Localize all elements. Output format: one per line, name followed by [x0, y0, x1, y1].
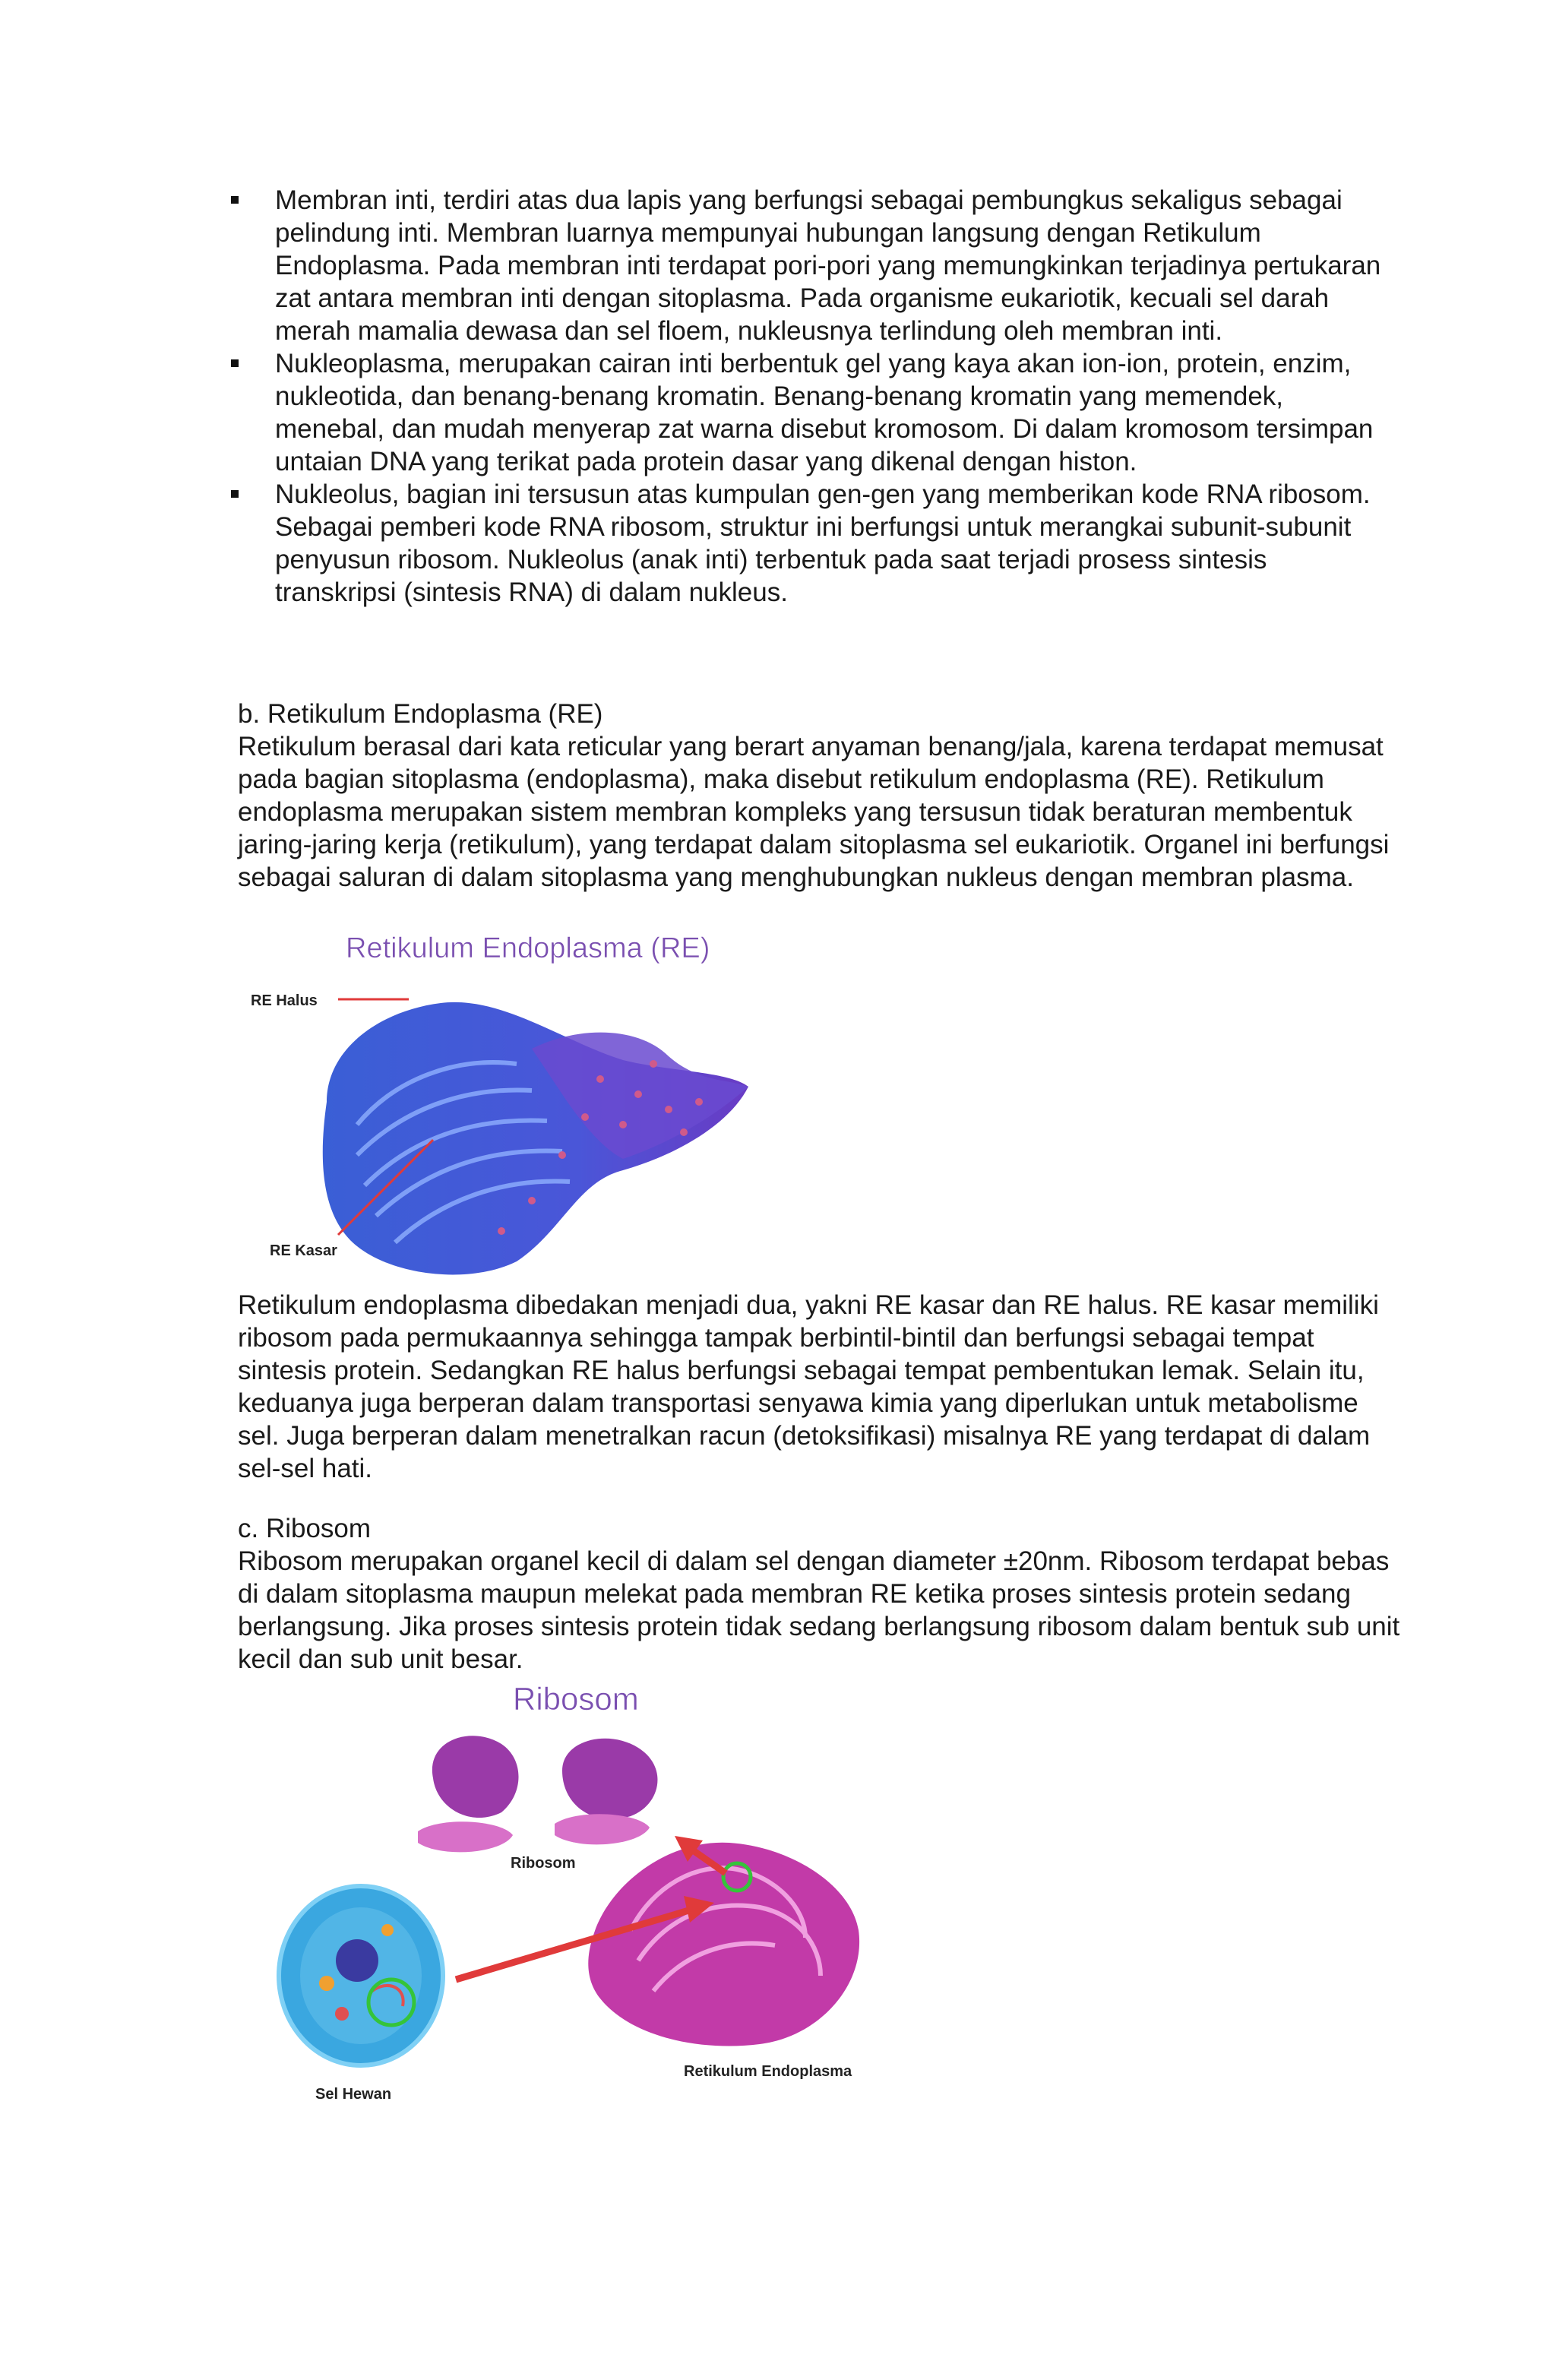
- section-c: [238, 1512, 1400, 1676]
- bullet-text: Membran inti, terdiri atas dua lapis yang berfungsi sebagai pembungkus sekaligus sebagai pelindung inti. Membran luarnya mempunyai hubungan langsung dengan Retikulum Endoplasma. Pada membran inti terdapat pori-pori yang memungkinkan terjadinya pertukaran zat antara membran inti dengan sitoplasma. Pada organisme eukariotik, kecuali sel darah merah mamalia dewasa dan sel floem, nukleusnya terlindung oleh membran inti.: [275, 185, 1381, 346]
- er-body-shape: [323, 1002, 748, 1275]
- section-c-heading: c. Ribosom: [238, 1514, 372, 1543]
- section-b-paragraph-1: Retikulum berasal dari kata reticular yang berart anyaman benang/jala, karena terdapat memusat pada bagian sitoplasma (endoplasma), maka disebut retikulum endoplasma (RE). Retikulum endoplasma merupakan sistem membran kompleks yang tersusun tidak beraturan membentuk jaring-jaring kerja (retikulum), yang terdapat dalam sitoplasma sel eukariotik. Organel ini berfungsi sebagai saluran di dalam sitoplasma yang menghubungkan nukleus dengan membran plasma.: [238, 732, 1390, 892]
- nucleus-parts-list: [228, 184, 1383, 609]
- section-c-paragraph: Ribosom merupakan organel kecil di dalam sel dengan diameter ±20nm. Ribosom terdapat bebas di dalam sitoplasma maupun melekat pada membran RE ketika proses sintesis protein sedang berlangsung. Jika proses sintesis protein tidak sedang berlangsung ribosom dalam bentuk sub unit kecil dan sub unit besar.: [238, 1546, 1400, 1674]
- re-kasar-label: RE Kasar: [270, 1242, 337, 1259]
- ribosome-figure: [274, 1679, 912, 2105]
- animal-cell: [279, 1886, 443, 2065]
- bullet-text: Nukleolus, bagian ini tersusun atas kumpulan gen-gen yang memberikan kode RNA ribosom. Sebagai pemberi kode RNA ribosom, struktur ini berfungsi untuk merangkai subunit-subunit penyusun ribosom. Nukleolus (anak inti) terbentuk pada saat terjadi prosess sintesis transkripsi (sintesis RNA) di dalam nukleus.: [275, 479, 1371, 607]
- er-figure-title: Retikulum Endoplasma (RE): [346, 932, 710, 964]
- er-figure: [243, 927, 760, 1284]
- bullet-text: Nukleoplasma, merupakan cairan inti berbentuk gel yang kaya akan ion-ion, protein, enzim, nukleotida, dan benang-benang kromatin. Benang-benang kromatin yang memendek, menebal, dan mudah menyerap zat warna disebut kromosom. Di dalam kromosom tersimpan untaian DNA yang terikat pada protein dasar yang dikenal dengan histon.: [275, 349, 1374, 476]
- re-halus-label: RE Halus: [251, 992, 318, 1009]
- section-b: [238, 698, 1400, 894]
- section-b-continued: [238, 1289, 1400, 1485]
- list-item: [228, 184, 1383, 347]
- ribosome-subunits: [418, 1736, 657, 1852]
- sel-hewan-label: Sel Hewan: [315, 2086, 392, 2103]
- list-item: [228, 478, 1383, 609]
- re-label: Retikulum Endoplasma: [684, 2063, 852, 2080]
- ribosome-figure-title: Ribosom: [513, 1681, 639, 1717]
- bullet-square-icon: [231, 490, 239, 498]
- ribosom-label: Ribosom: [511, 1855, 576, 1872]
- section-b-paragraph-2: Retikulum endoplasma dibedakan menjadi dua, yakni RE kasar dan RE halus. RE kasar memiliki ribosom pada permukaannya sehingga tampak berbintil-bintil dan berfungsi sebagai tempat sintesis protein. Sedangkan RE halus berfungsi sebagai tempat pembentukan lemak. Selain itu, keduanya juga berperan dalam transportasi senyawa kimia yang diperlukan untuk metabolisme sel. Juga berperan dalam menetralkan racun (detoksifikasi) misalnya RE yang terdapat di dalam sel-sel hati.: [238, 1290, 1379, 1483]
- er-illustration: [243, 927, 760, 1284]
- ribosome-illustration: [274, 1679, 912, 2105]
- list-item: [228, 347, 1383, 478]
- bullet-square-icon: [231, 359, 239, 367]
- section-b-heading: b. Retikulum Endoplasma (RE): [238, 699, 603, 729]
- bullet-square-icon: [231, 196, 239, 204]
